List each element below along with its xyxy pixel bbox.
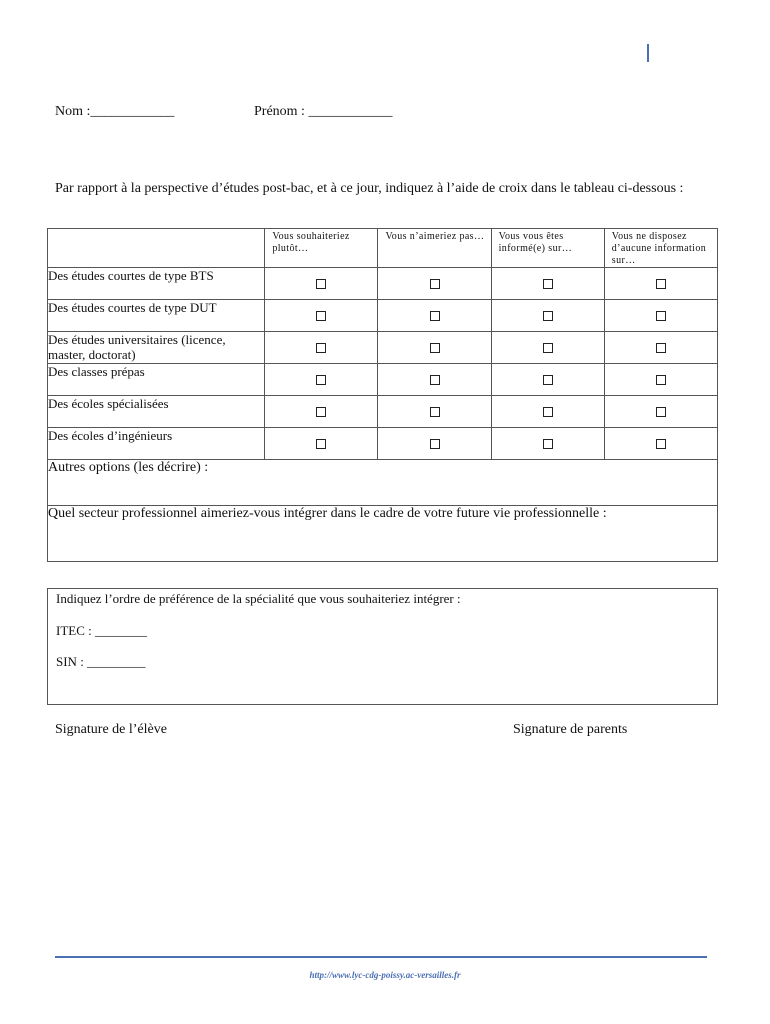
secteur-field[interactable]: Quel secteur professionnel aimeriez-vous intégrer dans le cadre de votre future vie professionnelle : [48, 506, 718, 562]
checkbox[interactable] [430, 311, 440, 321]
prenom-field[interactable]: Prénom : ____________ [254, 104, 393, 119]
checkbox[interactable] [656, 407, 666, 417]
checkbox[interactable] [316, 375, 326, 385]
nom-field[interactable]: Nom :____________ [55, 104, 175, 119]
checkbox[interactable] [316, 311, 326, 321]
signature-eleve: Signature de l’élève [55, 722, 167, 737]
row-label: Des classes prépas [48, 364, 265, 396]
signature-parents: Signature de parents [513, 722, 628, 737]
table-row [48, 300, 718, 332]
column-header: Vous souhaiteriez plutôt… [265, 229, 378, 268]
checkbox[interactable] [430, 439, 440, 449]
table-row [48, 332, 718, 364]
row-label: Des études courtes de type DUT [48, 300, 265, 332]
column-header: Vous n’aimeriez pas… [378, 229, 491, 268]
checkbox[interactable] [543, 311, 553, 321]
table-row [48, 268, 718, 300]
autres-row [48, 460, 718, 506]
header-empty [48, 229, 265, 268]
autres-options-field[interactable]: Autres options (les décrire) : [48, 460, 718, 506]
column-header: Vous vous êtes informé(e) sur… [491, 229, 604, 268]
specialite-box [47, 588, 718, 705]
secteur-row [48, 506, 718, 562]
checkbox[interactable] [316, 343, 326, 353]
sin-field[interactable]: SIN : _________ [56, 654, 146, 669]
table-row [48, 364, 718, 396]
checkbox[interactable] [656, 311, 666, 321]
checkbox[interactable] [430, 375, 440, 385]
checkbox[interactable] [656, 343, 666, 353]
checkbox[interactable] [543, 407, 553, 417]
checkbox[interactable] [316, 279, 326, 289]
checkbox[interactable] [543, 375, 553, 385]
footer-divider [55, 956, 707, 958]
checkbox[interactable] [543, 439, 553, 449]
footer-link[interactable]: http://www.lyc-cdg-poissy.ac-versailles.fr [309, 970, 461, 980]
checkbox[interactable] [656, 375, 666, 385]
page-marker [647, 44, 649, 62]
survey-table [47, 228, 718, 562]
checkbox[interactable] [316, 407, 326, 417]
intro-text: Par rapport à la perspective d’études post-bac, et à ce jour, indiquez à l’aide de croix dans le tableau ci-dessous : [55, 181, 684, 196]
checkbox[interactable] [656, 439, 666, 449]
row-label: Des études universitaires (licence, master, doctorat) [48, 332, 265, 364]
table-header-row [48, 229, 718, 268]
checkbox[interactable] [543, 343, 553, 353]
checkbox[interactable] [430, 343, 440, 353]
row-label: Des écoles d’ingénieurs [48, 428, 265, 460]
table-row [48, 396, 718, 428]
checkbox[interactable] [430, 279, 440, 289]
table-row [48, 428, 718, 460]
checkbox[interactable] [543, 279, 553, 289]
column-header: Vous ne disposez d’aucune information sur… [604, 229, 717, 268]
specialite-prompt: Indiquez l’ordre de préférence de la spécialité que vous souhaiteriez intégrer : [56, 591, 461, 606]
row-label: Des études courtes de type BTS [48, 268, 265, 300]
itec-field[interactable]: ITEC : ________ [56, 623, 147, 638]
checkbox[interactable] [430, 407, 440, 417]
checkbox[interactable] [656, 279, 666, 289]
checkbox[interactable] [316, 439, 326, 449]
row-label: Des écoles spécialisées [48, 396, 265, 428]
